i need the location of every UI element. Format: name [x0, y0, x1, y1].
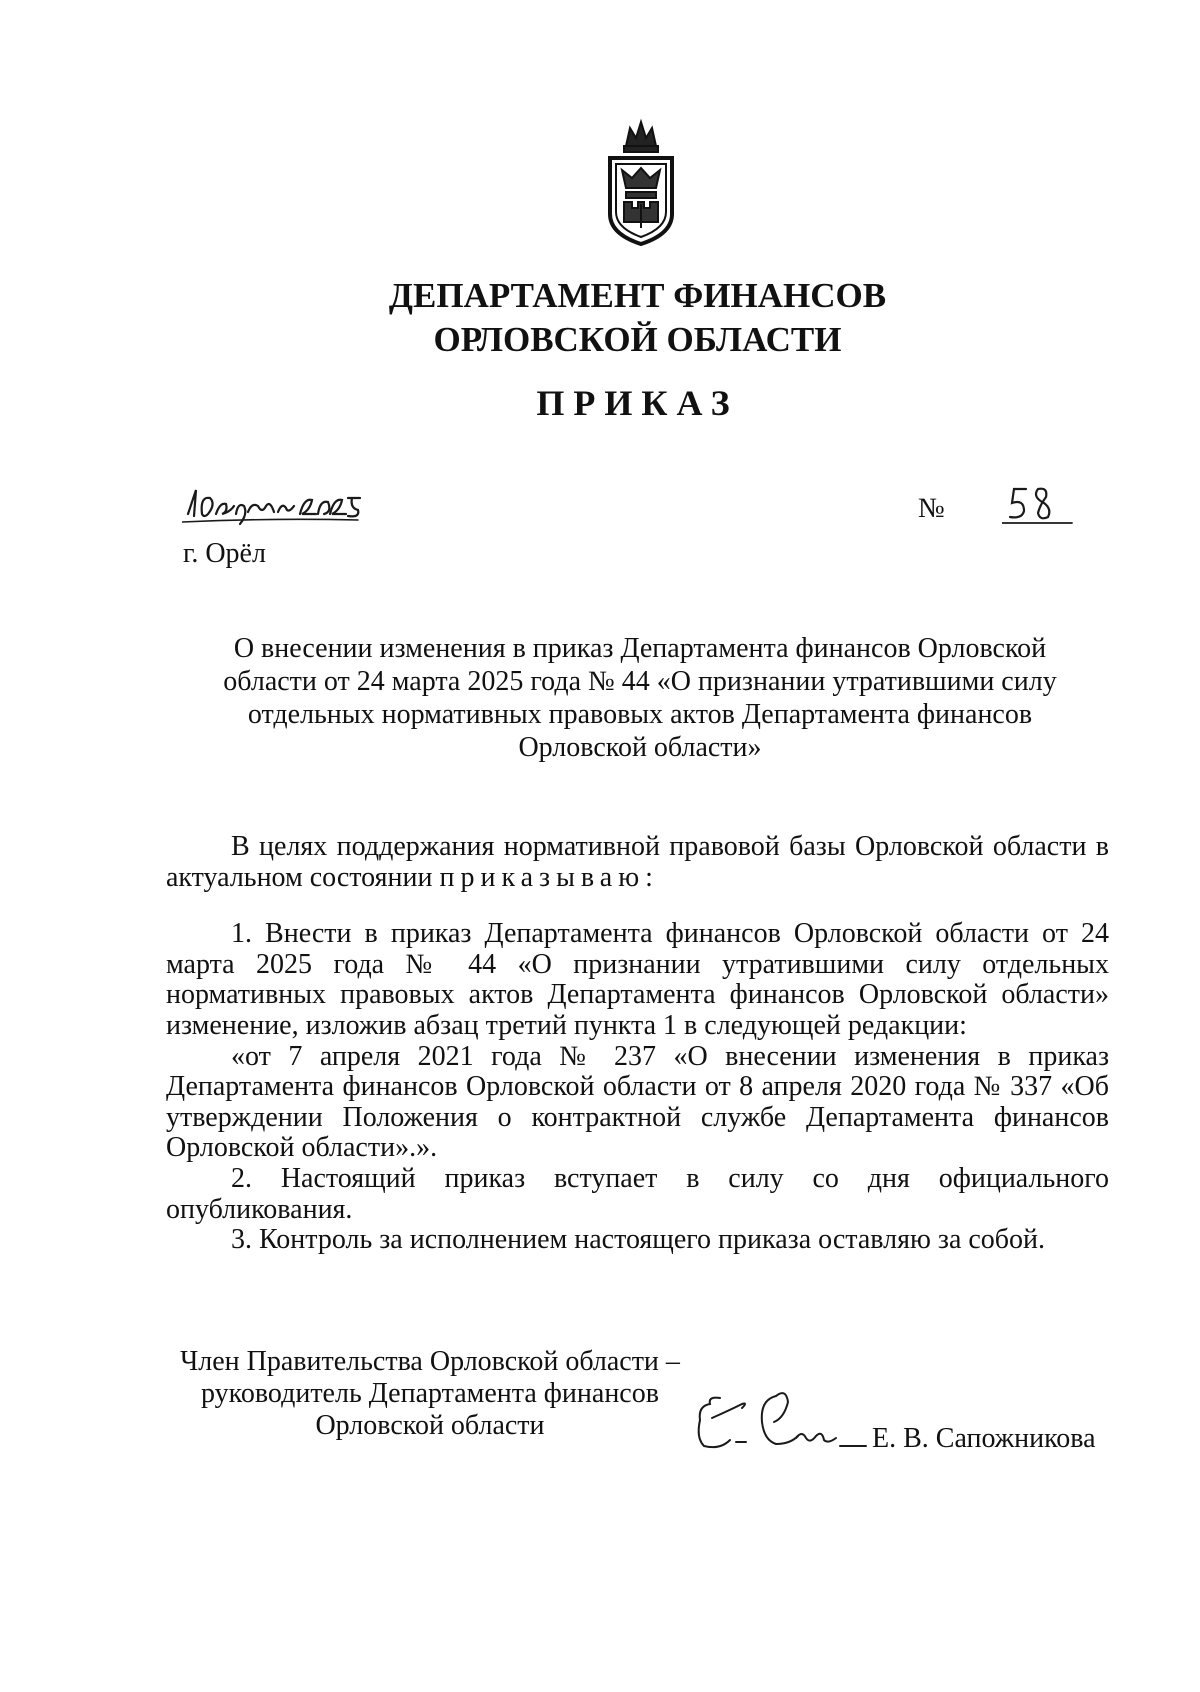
order-body — [166, 832, 1109, 1256]
signatory-role-line-2: руководитель Департамента финансов — [201, 1378, 659, 1409]
orel-region-coat-of-arms-icon — [602, 118, 680, 248]
order-item-1: 1. Внести в приказ Департамента финансов Орловской области от 24 марта 2025 года № 44 «О признании утратившими силу отдельных нормативных правовых актов Департамента финансов Орловской области» изменение, изложив абзац третий пункта 1 в следующей редакции: — [166, 918, 1109, 1041]
order-item-3: 3. Контроль за исполнением настоящего приказа оставляю за собой. — [231, 1224, 1046, 1256]
signatory-name: Е. В. Сапожникова — [872, 1423, 1096, 1454]
department-name — [0, 274, 1200, 362]
handwritten-signature — [690, 1388, 870, 1458]
preamble-text: В целях поддержания нормативной правовой базы Орловской области в актуальном состоянии — [166, 831, 1109, 893]
signatory-role-line-1: Член Правительства Орловской области – — [180, 1346, 680, 1377]
handwritten-order-number — [1002, 483, 1074, 529]
department-line-2: ОРЛОВСКОЙ ОБЛАСТИ — [433, 320, 842, 359]
city: г. Орёл — [183, 538, 266, 569]
order-title: ПРИКАЗ — [536, 383, 739, 423]
order-item-2: 2. Настоящий приказ вступает в силу со дня официального опубликования. — [166, 1162, 1109, 1225]
signatory-position — [160, 1346, 700, 1442]
signatory-role-line-3: Орловской области — [315, 1410, 545, 1441]
preamble-command: приказываю: — [439, 861, 659, 893]
order-item-1-quote: «от 7 апреля 2021 года № 237 «О внесении изменения в приказ Департамента финансов Орловской области от 8 апреля 2020 года № 337 «Об утверждении Положения о контрактной службе Департамента финансов Орловской области».». — [166, 1040, 1109, 1164]
order-number-label: № — [918, 493, 945, 524]
order-subject: О внесении изменения в приказ Департамента финансов Орловской области от 24 марта 2025 года № 44 «О признании утратившими силу отдельных нормативных правовых актов Департамента финансов Орловской области» — [223, 633, 1057, 763]
department-line-1: ДЕПАРТАМЕНТ ФИНАНСОВ — [388, 276, 887, 315]
handwritten-date — [182, 484, 362, 530]
preamble — [166, 832, 1109, 893]
